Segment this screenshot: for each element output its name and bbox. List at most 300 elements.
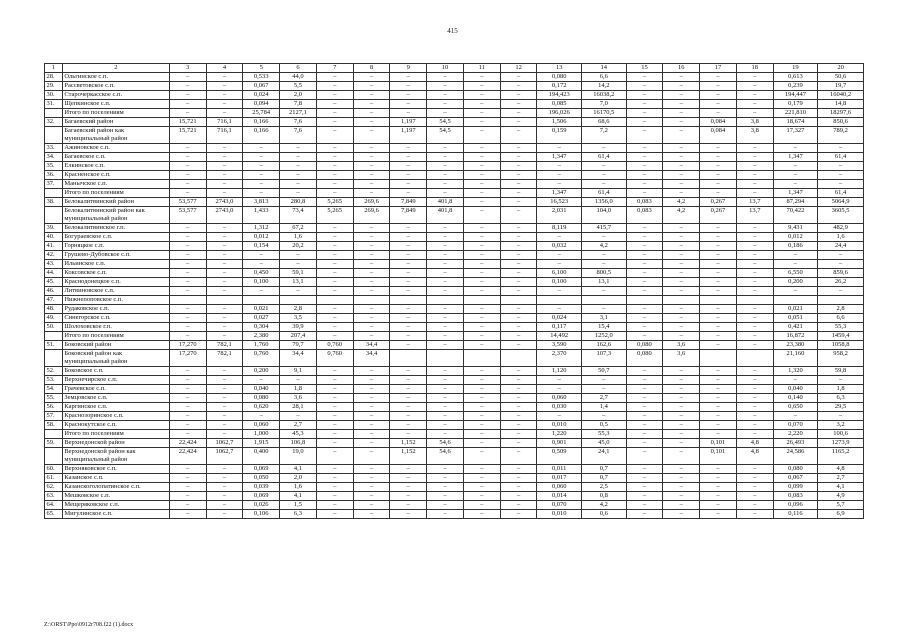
value-cell: 1,6 [280, 483, 317, 492]
value-cell: – [427, 91, 464, 100]
row-name-cell: Ольгинское с.п. [62, 73, 169, 82]
value-cell: – [427, 278, 464, 287]
column-number: 20 [818, 64, 864, 73]
value-cell: 4,1 [280, 465, 317, 474]
table-row [45, 127, 864, 144]
value-cell: 1,347 [773, 153, 818, 162]
column-number: 2 [62, 64, 169, 73]
row-name-cell: Горняцкое с.п. [62, 242, 169, 251]
value-cell: 1,000 [243, 430, 280, 439]
value-cell: 0,050 [243, 474, 280, 483]
value-cell: – [700, 242, 737, 251]
value-cell: – [736, 305, 773, 314]
value-cell: – [353, 109, 390, 118]
table-row [45, 474, 864, 483]
value-cell: – [537, 162, 582, 171]
value-cell: – [736, 465, 773, 474]
row-number-cell: 50. [45, 323, 63, 332]
value-cell: – [390, 412, 427, 421]
value-cell: 0,060 [537, 483, 582, 492]
row-name-cell: Грачевское с.п. [62, 385, 169, 394]
value-cell [626, 296, 663, 305]
value-cell: – [626, 251, 663, 260]
value-cell: – [206, 82, 243, 91]
value-cell: – [663, 385, 700, 394]
value-cell: – [316, 242, 353, 251]
row-number-cell: 33. [45, 144, 63, 153]
row-name-cell: Казанское с.п. [62, 474, 169, 483]
value-cell: – [316, 510, 353, 519]
value-cell: – [463, 412, 500, 421]
value-cell: – [663, 439, 700, 448]
value-cell: – [700, 403, 737, 412]
value-cell: – [700, 180, 737, 189]
value-cell: – [663, 251, 700, 260]
column-number: 11 [463, 64, 500, 73]
value-cell: – [500, 242, 537, 251]
value-cell [316, 296, 353, 305]
row-name-cell: Итого по поселениям [62, 109, 169, 118]
value-cell: 5,7 [818, 501, 864, 510]
value-cell: – [427, 189, 464, 198]
row-number-cell: 44. [45, 269, 63, 278]
value-cell: 0,901 [537, 439, 582, 448]
value-cell: 0,012 [243, 233, 280, 242]
value-cell: – [390, 100, 427, 109]
value-cell: 0,024 [537, 314, 582, 323]
value-cell: – [243, 260, 280, 269]
value-cell: – [463, 492, 500, 501]
value-cell: – [537, 287, 582, 296]
value-cell: 3,5 [280, 314, 317, 323]
value-cell: – [463, 385, 500, 394]
value-cell: – [736, 501, 773, 510]
value-cell: – [390, 109, 427, 118]
value-cell: – [818, 287, 864, 296]
value-cell: – [427, 323, 464, 332]
value-cell: 0,070 [537, 501, 582, 510]
value-cell: – [169, 305, 206, 314]
value-cell: 1459,4 [818, 332, 864, 341]
value-cell: – [169, 412, 206, 421]
value-cell: – [463, 118, 500, 127]
value-cell: – [390, 242, 427, 251]
value-cell: – [169, 287, 206, 296]
value-cell: – [663, 171, 700, 180]
value-cell: – [537, 385, 582, 394]
row-number-cell: 52. [45, 367, 63, 376]
row-number-cell [45, 350, 63, 367]
value-cell: – [700, 287, 737, 296]
value-cell: 6,3 [818, 394, 864, 403]
value-cell: 39,9 [280, 323, 317, 332]
value-cell: – [206, 162, 243, 171]
value-cell: – [206, 233, 243, 242]
value-cell: – [663, 287, 700, 296]
value-cell [463, 350, 500, 367]
value-cell: – [663, 91, 700, 100]
row-name-cell: Краснозоринское с.п. [62, 412, 169, 421]
value-cell [463, 296, 500, 305]
value-cell: – [169, 403, 206, 412]
value-cell: – [626, 278, 663, 287]
value-cell: – [736, 82, 773, 91]
value-cell: – [663, 242, 700, 251]
value-cell: – [663, 162, 700, 171]
value-cell: 269,6 [353, 198, 390, 207]
value-cell: – [316, 82, 353, 91]
value-cell: 5,265 [316, 198, 353, 207]
value-cell: – [700, 421, 737, 430]
value-cell: – [736, 189, 773, 198]
value-cell: 0,084 [700, 127, 737, 144]
value-cell: – [463, 465, 500, 474]
value-cell: – [773, 260, 818, 269]
value-cell: – [463, 189, 500, 198]
value-cell: – [537, 305, 582, 314]
value-cell: – [206, 91, 243, 100]
value-cell [206, 296, 243, 305]
value-cell: 4,8 [818, 465, 864, 474]
value-cell: 26,493 [773, 439, 818, 448]
value-cell: 0,083 [626, 207, 663, 224]
value-cell: 1252,0 [582, 332, 627, 341]
value-cell: – [390, 332, 427, 341]
value-cell: 0,450 [243, 269, 280, 278]
value-cell: 68,6 [582, 118, 627, 127]
value-cell: 5,5 [280, 82, 317, 91]
value-cell: – [463, 127, 500, 144]
column-number: 4 [206, 64, 243, 73]
value-cell: – [243, 251, 280, 260]
value-cell: – [626, 412, 663, 421]
value-cell: – [500, 189, 537, 198]
table-row [45, 269, 864, 278]
value-cell: – [169, 385, 206, 394]
value-cell: 25,784 [243, 109, 280, 118]
table-row [45, 448, 864, 465]
value-cell: – [353, 100, 390, 109]
value-cell: – [818, 144, 864, 153]
value-cell: – [700, 144, 737, 153]
value-cell: – [353, 376, 390, 385]
value-cell: – [427, 144, 464, 153]
value-cell: – [390, 510, 427, 519]
value-cell: – [316, 430, 353, 439]
value-cell [280, 296, 317, 305]
value-cell: – [582, 162, 627, 171]
value-cell: – [316, 251, 353, 260]
value-cell: – [427, 483, 464, 492]
value-cell [169, 296, 206, 305]
value-cell: – [427, 100, 464, 109]
value-cell: – [316, 180, 353, 189]
value-cell: – [700, 109, 737, 118]
value-cell: 0,304 [243, 323, 280, 332]
data-table [44, 63, 864, 519]
value-cell: – [243, 180, 280, 189]
value-cell: – [736, 323, 773, 332]
value-cell: 0,186 [773, 242, 818, 251]
value-cell: – [427, 251, 464, 260]
value-cell: 0,080 [626, 341, 663, 350]
value-cell: 3,590 [537, 341, 582, 350]
value-cell: – [500, 251, 537, 260]
value-cell: 0,533 [243, 73, 280, 82]
value-cell: – [463, 198, 500, 207]
value-cell: – [280, 260, 317, 269]
value-cell: – [316, 109, 353, 118]
value-cell: – [500, 510, 537, 519]
row-name-cell: Рудаковское с.п. [62, 305, 169, 314]
value-cell: – [316, 465, 353, 474]
value-cell: – [390, 260, 427, 269]
value-cell: 26,2 [818, 278, 864, 287]
value-cell: 106,8 [280, 439, 317, 448]
row-number-cell: 60. [45, 465, 63, 474]
value-cell: 15,721 [169, 127, 206, 144]
value-cell: 0,7 [582, 474, 627, 483]
value-cell: – [353, 332, 390, 341]
value-cell: – [243, 189, 280, 198]
value-cell: 17,270 [169, 341, 206, 350]
value-cell [818, 296, 864, 305]
value-cell: – [206, 251, 243, 260]
value-cell: 16,523 [537, 198, 582, 207]
value-cell: 0,179 [773, 100, 818, 109]
value-cell: 0,032 [537, 242, 582, 251]
value-cell: – [663, 109, 700, 118]
row-number-cell: 29. [45, 82, 63, 91]
value-cell: – [206, 314, 243, 323]
value-cell: – [736, 260, 773, 269]
row-number-cell: 59. [45, 439, 63, 448]
value-cell: – [736, 403, 773, 412]
value-cell: – [390, 189, 427, 198]
value-cell: – [390, 492, 427, 501]
value-cell: – [206, 305, 243, 314]
row-name-cell: Грушево-Дубовское с.п. [62, 251, 169, 260]
value-cell: – [663, 144, 700, 153]
row-name-cell: Боковский район как муниципальный район [62, 350, 169, 367]
value-cell: – [626, 109, 663, 118]
value-cell: – [582, 180, 627, 189]
value-cell: – [700, 73, 737, 82]
value-cell: 0,100 [537, 278, 582, 287]
value-cell: 73,4 [280, 207, 317, 224]
value-cell: 24,586 [773, 448, 818, 465]
value-cell: 0,010 [537, 421, 582, 430]
value-cell: – [537, 251, 582, 260]
value-cell: 0,051 [773, 314, 818, 323]
value-cell: 0,040 [773, 385, 818, 394]
row-name-cell: Каргинское с.п. [62, 403, 169, 412]
value-cell: 16040,2 [818, 91, 864, 100]
value-cell: 53,577 [169, 198, 206, 207]
value-cell: – [169, 367, 206, 376]
value-cell: – [353, 448, 390, 465]
value-cell: 53,577 [169, 207, 206, 224]
value-cell: – [663, 492, 700, 501]
value-cell: 0,040 [243, 385, 280, 394]
value-cell: – [626, 162, 663, 171]
value-cell: 207,4 [280, 332, 317, 341]
table-row [45, 314, 864, 323]
value-cell: – [353, 314, 390, 323]
value-cell: – [500, 224, 537, 233]
value-cell: – [316, 278, 353, 287]
value-cell: – [169, 162, 206, 171]
value-cell: 2,0 [280, 91, 317, 100]
value-cell: 5,265 [316, 207, 353, 224]
value-cell: 0,080 [243, 394, 280, 403]
value-cell: – [500, 305, 537, 314]
value-cell: – [626, 189, 663, 198]
value-cell: 1,5 [280, 501, 317, 510]
value-cell: 0,106 [243, 510, 280, 519]
table-row [45, 385, 864, 394]
table-row [45, 162, 864, 171]
value-cell: – [537, 412, 582, 421]
value-cell: – [626, 118, 663, 127]
value-cell: 415,7 [582, 224, 627, 233]
row-number-cell: 37. [45, 180, 63, 189]
value-cell: – [500, 171, 537, 180]
value-cell: 100,6 [818, 430, 864, 439]
value-cell: – [280, 180, 317, 189]
table-row [45, 296, 864, 305]
value-cell: 3,2 [818, 421, 864, 430]
value-cell: – [463, 483, 500, 492]
row-number-cell: 49. [45, 314, 63, 323]
value-cell: 1,433 [243, 207, 280, 224]
value-cell: 0,026 [243, 501, 280, 510]
value-cell: – [463, 251, 500, 260]
value-cell: – [353, 430, 390, 439]
value-cell: 24,4 [818, 242, 864, 251]
value-cell: 1,4 [582, 403, 627, 412]
value-cell: – [537, 180, 582, 189]
row-number-cell: 54. [45, 385, 63, 394]
value-cell: – [427, 162, 464, 171]
row-name-cell: Верхнедонской район [62, 439, 169, 448]
value-cell: – [626, 430, 663, 439]
value-cell: 196,026 [537, 109, 582, 118]
value-cell: 789,2 [818, 127, 864, 144]
value-cell: – [500, 430, 537, 439]
value-cell: – [243, 287, 280, 296]
value-cell: – [427, 305, 464, 314]
value-cell: – [500, 153, 537, 162]
table-row [45, 412, 864, 421]
value-cell [736, 296, 773, 305]
value-cell: – [663, 233, 700, 242]
value-cell: – [700, 233, 737, 242]
value-cell: – [353, 439, 390, 448]
value-cell: 0,067 [243, 82, 280, 91]
value-cell: – [390, 171, 427, 180]
value-cell: – [463, 367, 500, 376]
table-row [45, 73, 864, 82]
value-cell: – [169, 269, 206, 278]
row-number-cell: 57. [45, 412, 63, 421]
value-cell: 280,8 [280, 198, 317, 207]
value-cell: – [390, 153, 427, 162]
value-cell: 0,172 [537, 82, 582, 91]
value-cell: 3605,5 [818, 207, 864, 224]
value-cell: – [736, 153, 773, 162]
value-cell: – [463, 287, 500, 296]
value-cell: – [700, 376, 737, 385]
value-cell: – [463, 233, 500, 242]
value-cell: – [663, 82, 700, 91]
value-cell: 4,9 [818, 492, 864, 501]
row-number-cell: 42. [45, 251, 63, 260]
value-cell: – [626, 421, 663, 430]
value-cell: – [626, 376, 663, 385]
value-cell: – [169, 332, 206, 341]
value-cell: – [316, 73, 353, 82]
value-cell: 850,6 [818, 118, 864, 127]
value-cell: 6,550 [773, 269, 818, 278]
table-row [45, 394, 864, 403]
value-cell: – [818, 162, 864, 171]
value-cell: 0,6 [582, 510, 627, 519]
column-number: 1 [45, 64, 63, 73]
value-cell: – [390, 501, 427, 510]
value-cell: 8,119 [537, 224, 582, 233]
value-cell: 0,101 [700, 439, 737, 448]
value-cell: – [206, 376, 243, 385]
value-cell: – [427, 233, 464, 242]
value-cell: – [736, 474, 773, 483]
value-cell: 3,813 [243, 198, 280, 207]
value-cell: – [390, 82, 427, 91]
value-cell: 0,085 [537, 100, 582, 109]
value-cell: – [626, 127, 663, 144]
value-cell: – [353, 189, 390, 198]
value-cell: – [736, 367, 773, 376]
value-cell: 2,380 [243, 332, 280, 341]
row-number-cell: 30. [45, 91, 63, 100]
value-cell: – [316, 314, 353, 323]
value-cell: 0,159 [537, 127, 582, 144]
value-cell: – [316, 269, 353, 278]
value-cell: – [316, 171, 353, 180]
value-cell: 7,6 [280, 127, 317, 144]
value-cell: – [500, 474, 537, 483]
value-cell: – [390, 430, 427, 439]
value-cell: – [736, 492, 773, 501]
value-cell: – [243, 153, 280, 162]
value-cell: – [663, 127, 700, 144]
value-cell: – [427, 394, 464, 403]
value-cell: – [500, 332, 537, 341]
value-cell: – [626, 260, 663, 269]
value-cell: – [390, 278, 427, 287]
value-cell: – [390, 305, 427, 314]
value-cell: – [463, 439, 500, 448]
value-cell: – [427, 269, 464, 278]
value-cell: – [169, 153, 206, 162]
value-cell: 61,4 [818, 189, 864, 198]
value-cell: 6,3 [280, 510, 317, 519]
value-cell: – [463, 314, 500, 323]
value-cell: – [626, 492, 663, 501]
value-cell: 54,5 [427, 127, 464, 144]
value-cell: – [206, 367, 243, 376]
value-cell: 2743,0 [206, 198, 243, 207]
